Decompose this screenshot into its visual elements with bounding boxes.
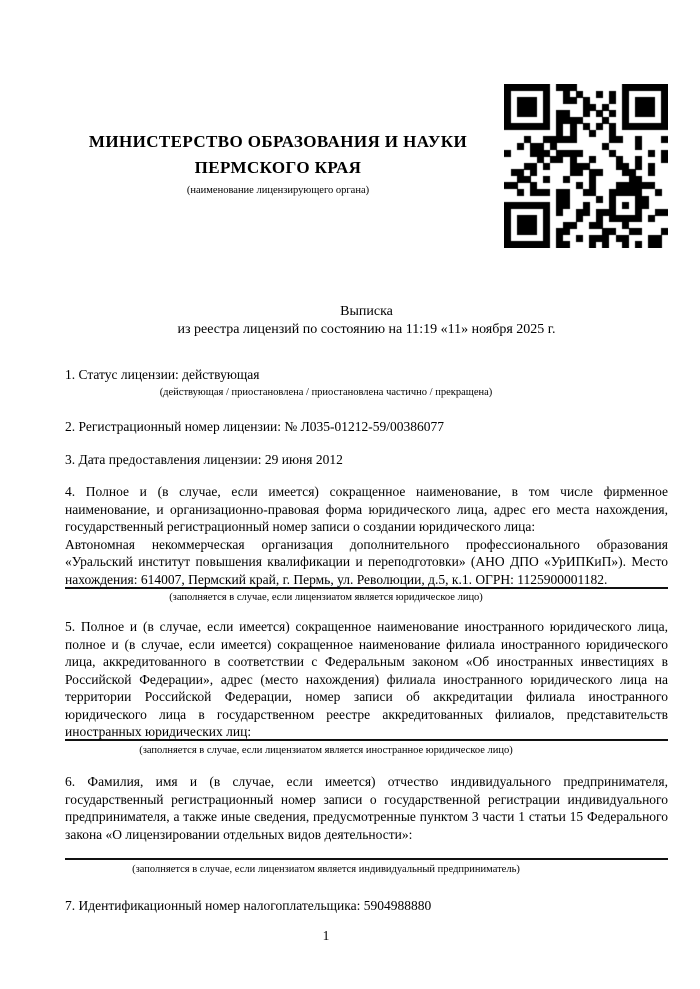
item-6-individual-entrepreneur: [65, 773, 668, 843]
item-4-question: 4. Полное и (в случае, если имеется) сокращенное наименование, в том числе фирменное наименование, и организационно-правовая форма юридического лица, адрес его места нахождения, государственный регистрационный номер записи о создании юридического лица:: [65, 484, 668, 534]
item-3-text: 3. Дата предоставления лицензии: 29 июня 2012: [65, 452, 343, 467]
item-6-question: 6. Фамилия, имя и (в случае, если имеется) отчество индивидуального предпринимателя, государственный регистрационный номер записи о государственной регистрации индивидуального предпринимателя, а также иные сведения, предусмотренные пунктом 3 части 1 статьи 15 Федерального закона «О лицензировании отдельных видов деятельности»:: [65, 774, 668, 842]
item-3-grant-date: [65, 451, 668, 469]
item-5-caption: (заполняется в случае, если лицензиатом является иностранное юридическое лицо): [139, 745, 513, 756]
item-6-caption: (заполняется в случае, если лицензиатом является индивидуальный предприниматель): [132, 864, 520, 875]
item-1-license-status: [65, 366, 668, 384]
item-1-text: 1. Статус лицензии: действующая: [65, 367, 260, 382]
item-4-legal-entity: [65, 483, 668, 588]
ministry-name-line2: ПЕРМСКОГО КРАЯ: [194, 158, 362, 177]
document-title-line1: Выписка: [340, 304, 393, 319]
item-4-caption: (заполняется в случае, если лицензиатом является юридическое лицо): [169, 592, 483, 603]
qr-code-icon: [504, 84, 668, 248]
item-6-fill-line: [65, 858, 668, 860]
item-2-registration-number: [65, 418, 668, 436]
item-5-question: 5. Полное и (в случае, если имеется) сокращенное наименование иностранного юридического лица, полное и (в случае, если имеется) сокращенное наименование филиала иностранного юридического лица, аккредитованного в соответствии с Федеральным законом «Об иностранных инвестициях в Российской Федерации», адрес (место нахождения) филиала иностранного юридического лица на территории Российской Федерации, номер записи об аккредитации филиала иностранного юридического лица в государственном реестре аккредитованных филиалов, представительств иностранных юридических лиц:: [65, 619, 668, 739]
item-7-text: 7. Идентификационный номер налогоплательщика: 5904988880: [65, 898, 432, 913]
item-2-text: 2. Регистрационный номер лицензии: № Л035-01212-59/00386077: [65, 419, 445, 434]
licensing-authority-header: [65, 129, 491, 197]
page-number: 1: [322, 928, 330, 943]
item-4-fill-line: [65, 587, 668, 589]
item-7-taxpayer-id: [65, 897, 668, 915]
ministry-name-line1: МИНИСТЕРСТВО ОБРАЗОВАНИЯ И НАУКИ: [88, 132, 468, 151]
ministry-name-caption: (наименование лицензирующего органа): [186, 185, 370, 196]
item-1-caption: (действующая / приостановлена / приостановлена частично / прекращена): [159, 387, 493, 398]
document-title-line2: из реестра лицензий по состоянию на 11:19 «11» ноября 2025 г.: [177, 321, 556, 337]
item-5-fill-line: [65, 739, 668, 741]
item-4-answer: Автономная некоммерческая организация дополнительного профессионального образования «Уральский институт повышения квалификации и переподготовки» (АНО ДПО «УрИПКиП»). Место нахождения: 614007, Пермский край, г. Пермь, ул. Революции, д.5, к.1. ОГРН: 1125900001182.: [65, 536, 668, 587]
document-title: [65, 303, 668, 338]
item-5-foreign-entity: [65, 618, 668, 741]
